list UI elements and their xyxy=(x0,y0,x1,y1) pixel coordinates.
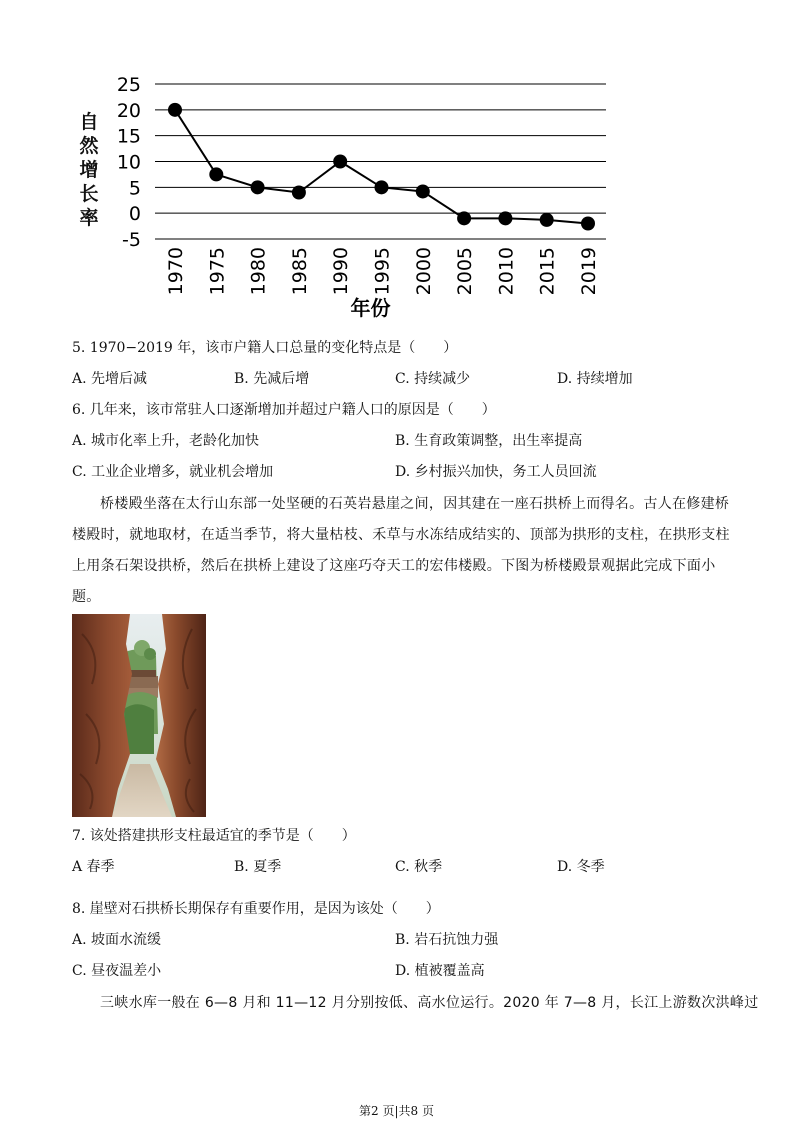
x-tick-label: 1980 xyxy=(247,247,270,296)
passage1-line4: 题。 xyxy=(72,589,101,605)
bridge-hall-photo xyxy=(72,614,206,817)
data-point xyxy=(251,180,265,194)
data-point xyxy=(457,211,471,225)
y-axis-label-char: 然 xyxy=(79,135,99,157)
q5-option-a: A. 先增后减 xyxy=(72,371,148,387)
x-tick-label: 2005 xyxy=(454,247,477,296)
q5-option-d: D. 持续增加 xyxy=(557,371,633,387)
data-point xyxy=(168,103,182,117)
series-line xyxy=(175,110,588,224)
growth-rate-line-chart xyxy=(60,62,640,332)
passage1-line1: 桥楼殿坐落在太行山东部一处坚硬的石英岩悬崖之间，因其建在一座石拱桥上而得名。古人在修建桥 xyxy=(100,496,730,512)
data-point xyxy=(540,213,554,227)
q7-option-d: D. 冬季 xyxy=(557,859,605,875)
q7-option-a: A 春季 xyxy=(72,859,115,875)
y-tick-label: 20 xyxy=(116,99,141,122)
data-point xyxy=(375,180,389,194)
q6-option-c: C. 工业企业增多，就业机会增加 xyxy=(72,464,274,480)
x-tick-label: 1990 xyxy=(330,247,353,296)
y-tick-label: 25 xyxy=(116,74,141,96)
passage2-line1: 三峡水库一般在 6—8 月和 11—12 月分别按低、高水位运行。2020 年 7—8 月，长江上游数次洪峰过 xyxy=(100,995,759,1011)
x-tick-label: 2010 xyxy=(495,247,518,296)
q5-stem: 5. 1970−2019 年，该市户籍人口总量的变化特点是（ ） xyxy=(72,340,458,356)
y-tick-label: 5 xyxy=(128,177,141,200)
passage1-line2: 楼殿时，就地取材，在适当季节，将大量枯枝、禾草与水冻结成结实的、顶部为拱形的支柱，在拱形支柱 xyxy=(72,527,730,543)
x-tick-label: 2015 xyxy=(536,247,559,296)
q5-option-b: B. 先减后增 xyxy=(234,371,310,387)
q8-option-d: D. 植被覆盖高 xyxy=(395,963,485,979)
y-axis-label-char: 自 xyxy=(79,111,99,133)
q6-option-b: B. 生育政策调整，出生率提高 xyxy=(395,433,583,449)
y-axis-label-char: 长 xyxy=(79,183,99,205)
page-footer: 第2 页|共8 页 xyxy=(359,1104,434,1118)
x-tick-label: 2000 xyxy=(412,247,435,296)
q5-option-c: C. 持续减少 xyxy=(395,371,471,387)
y-axis-label-char: 率 xyxy=(79,207,99,229)
data-point xyxy=(209,167,223,181)
x-tick-label: 1985 xyxy=(288,247,311,296)
y-axis-label-char: 增 xyxy=(79,159,99,181)
q8-option-b: B. 岩石抗蚀力强 xyxy=(395,932,499,948)
q8-option-a: A. 坡面水流缓 xyxy=(72,932,162,948)
x-tick-label: 1995 xyxy=(371,247,394,296)
data-point xyxy=(416,184,430,198)
q7-option-b: B. 夏季 xyxy=(234,859,282,875)
q8-stem: 8. 崖壁对石拱桥长期保存有重要作用，是因为该处（ ） xyxy=(72,901,440,917)
q7-stem: 7. 该处搭建拱形支柱最适宜的季节是（ ） xyxy=(72,828,356,844)
chart-y-axis-label xyxy=(76,110,102,230)
data-point xyxy=(498,211,512,225)
data-point xyxy=(292,186,306,200)
y-tick-label: 15 xyxy=(116,125,141,148)
q6-option-d: D. 乡村振兴加快，务工人员回流 xyxy=(395,464,597,480)
q6-stem: 6. 几年来，该市常驻人口逐渐增加并超过户籍人口的原因是（ ） xyxy=(72,402,496,418)
q7-option-c: C. 秋季 xyxy=(395,859,443,875)
q6-option-a: A. 城市化率上升，老龄化加快 xyxy=(72,433,260,449)
x-tick-label: 1970 xyxy=(165,247,187,296)
data-point xyxy=(581,217,595,231)
x-axis-label: 年份 xyxy=(350,296,391,320)
y-tick-label: 10 xyxy=(116,151,141,174)
x-tick-label: 1975 xyxy=(206,247,229,296)
data-point xyxy=(333,155,347,169)
y-tick-label: 0 xyxy=(128,203,141,226)
q8-option-c: C. 昼夜温差小 xyxy=(72,963,162,979)
x-tick-label: 2019 xyxy=(578,247,600,296)
passage1-line3: 上用条石架设拱桥，然后在拱桥上建设了这座巧夺天工的宏伟楼殿。下图为桥楼殿景观据此完成下面小 xyxy=(72,558,716,574)
y-tick-label: -5 xyxy=(122,229,141,251)
